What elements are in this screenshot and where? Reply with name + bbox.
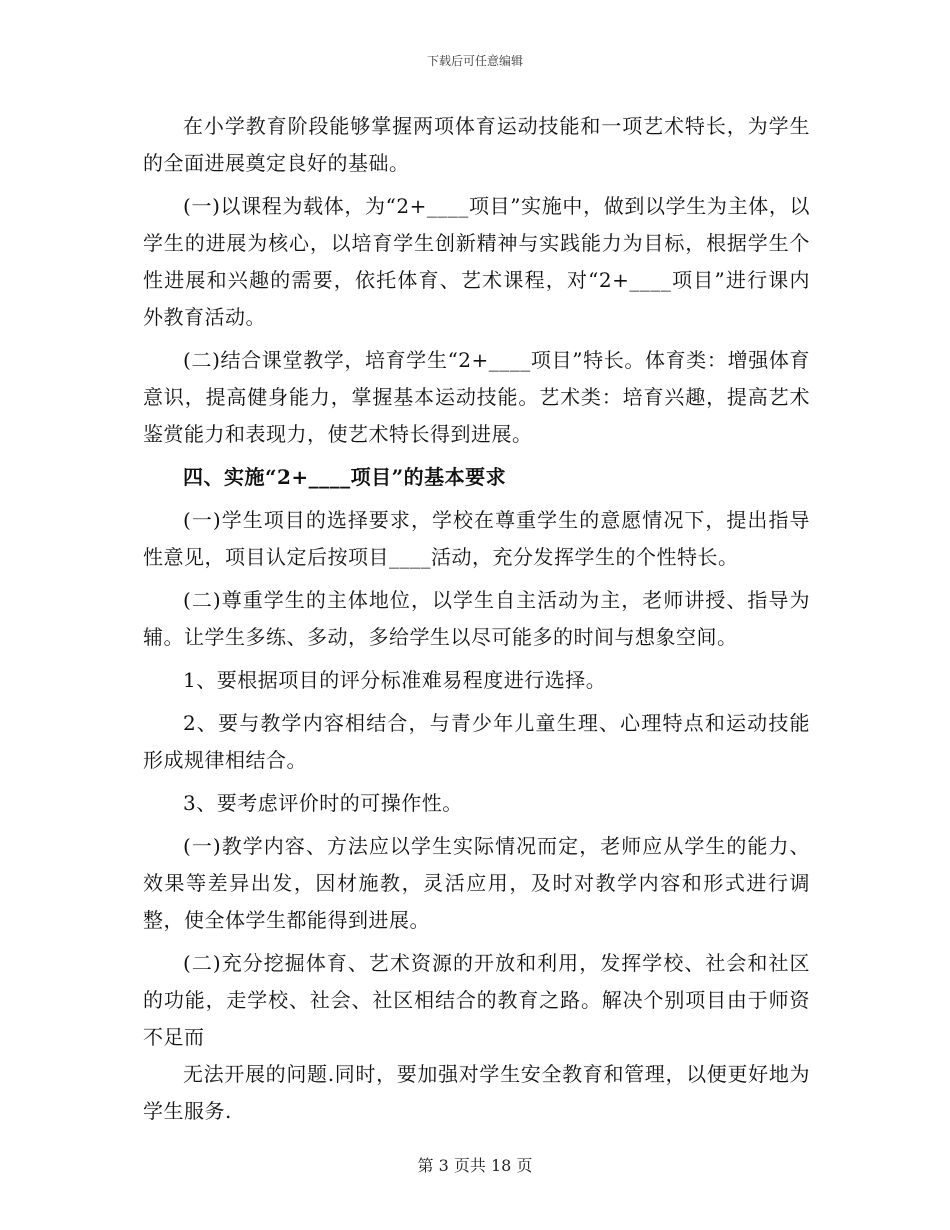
- document-body: [143, 108, 810, 1136]
- page-footer: 第 3 页共 18 页: [417, 1156, 533, 1175]
- section-heading-requirements: 四、实施“2+____项目”的基本要求: [183, 465, 507, 489]
- paragraph-intro: 在小学教育阶段能够掌握两项体育运动技能和一项艺术特长，为学生的全面进展奠定良好的基础。: [143, 114, 810, 175]
- paragraph-teaching-method: (一)教学内容、方法应以学生实际情况而定，老师应从学生的能力、效果等差异出发，因材施教，灵活应用，及时对教学内容和形式进行调整，使全体学生都能得到进展。: [143, 834, 810, 932]
- page-header: 下载后可任意编辑: [426, 54, 523, 68]
- paragraph-curriculum: (一)以课程为载体，为“2+____项目”实施中，做到以学生为主体，以学生的进展为核心，以培育学生创新精神与实践能力为目标，根据学生个性进展和兴趣的需要，依托体育、艺术课程，对“2+____项目”进行课内外教育活动。: [143, 194, 810, 329]
- paragraph-classroom: (二)结合课堂教学，培育学生“2+____项目”特长。体育类：增强体育意识，提高健身能力，掌握基本运动技能。艺术类：培育兴趣，提高艺术鉴赏能力和表现力，使艺术特长得到进展。: [143, 348, 810, 446]
- list-item-2: 2、要与教学内容相结合，与青少年儿童生理、心理特点和运动技能形成规律相结合。: [143, 711, 810, 772]
- paragraph-selection: (一)学生项目的选择要求，学校在尊重学生的意愿情况下，提出指导性意见，项目认定后按项目____活动，充分发挥学生的个性特长。: [143, 508, 810, 569]
- list-item-1: 1、要根据项目的评分标准难易程度进行选择。: [183, 668, 607, 692]
- list-item-3: 3、要考虑评价时的可操作性。: [183, 791, 463, 815]
- paragraph-student-subject: (二)尊重学生的主体地位，以学生自主活动为主，老师讲授、指导为辅。让学生多练、多动，多给学生以尽可能多的时间与想象空间。: [143, 588, 810, 649]
- paragraph-safety: 无法开展的问题.同时，要加强对学生安全教育和管理，以便更好地为学生服务.: [143, 1062, 810, 1123]
- paragraph-resources: (二)充分挖掘体育、艺术资源的开放和利用，发挥学校、社会和社区的功能，走学校、社会、社区相结合的教育之路。解决个别项目由于师资不足而: [143, 951, 810, 1049]
